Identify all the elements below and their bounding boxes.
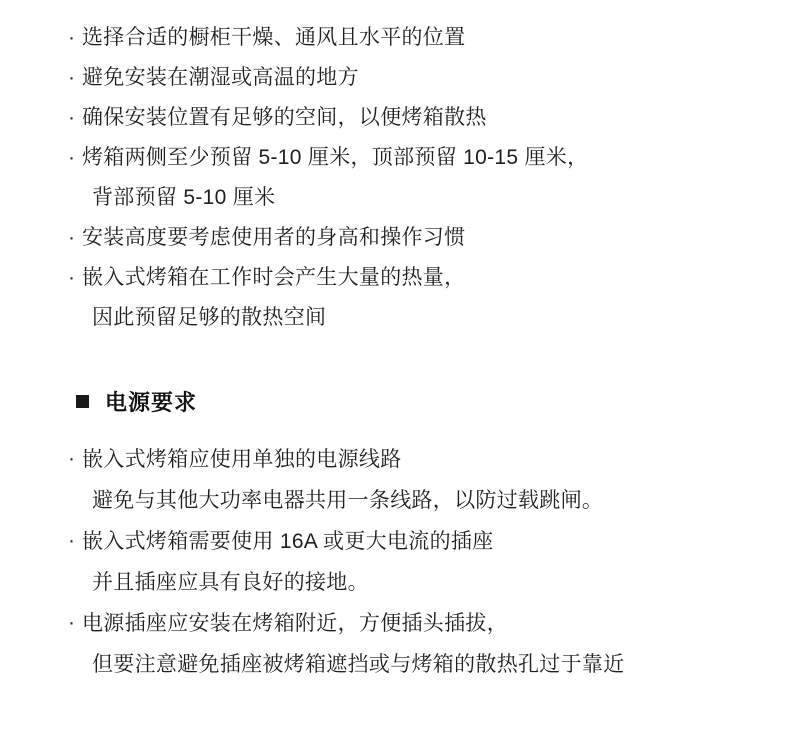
list-item-line2: 但要注意避免插座被烤箱遮挡或与烤箱的散热孔过于靠近 — [92, 653, 625, 676]
list-item-line1: 选择合适的橱柜干燥、通风且水平的位置 — [82, 26, 466, 49]
list-item — [68, 18, 748, 58]
list-item — [68, 98, 748, 138]
list-item-text — [82, 138, 748, 218]
list-item-text — [82, 18, 748, 58]
list-item-text — [82, 603, 748, 685]
list-item-text — [82, 218, 748, 258]
section-heading-power-requirements — [76, 386, 748, 417]
section-heading-text: 电源要求 — [105, 390, 198, 415]
bullet-icon: · — [68, 529, 76, 552]
list-item-line1: 确保安装位置有足够的空间，以便烤箱散热 — [82, 106, 487, 129]
list-item — [68, 521, 748, 603]
list-item-text — [82, 521, 748, 603]
bullet-icon: · — [68, 146, 76, 169]
bullet-icon: · — [68, 226, 76, 249]
list-item-line1: 电源插座应安装在烤箱附近，方便插头插拔， — [82, 612, 508, 635]
list-item — [68, 138, 748, 218]
list-item-text — [82, 258, 748, 338]
list-item-line1: 避免安装在潮湿或高温的地方 — [82, 66, 359, 89]
installation-requirements-list — [68, 18, 748, 338]
list-item-line1: 嵌入式烤箱在工作时会产生大量的热量， — [82, 266, 466, 289]
list-item-text — [82, 58, 748, 98]
list-item-line1: 安装高度要考虑使用者的身高和操作习惯 — [82, 226, 466, 249]
list-item-text — [82, 439, 748, 521]
list-item-line1: 烤箱两侧至少预留 5-10 厘米，顶部预留 10-15 厘米， — [82, 146, 589, 169]
square-marker-icon — [76, 395, 89, 408]
bullet-icon: · — [68, 266, 76, 289]
bullet-icon: · — [68, 26, 76, 49]
list-item — [68, 218, 748, 258]
list-item-line2: 背部预留 5-10 厘米 — [92, 186, 276, 209]
list-item-line1: 嵌入式烤箱需要使用 16A 或更大电流的插座 — [82, 530, 494, 553]
list-item — [68, 58, 748, 98]
bullet-icon: · — [68, 447, 76, 470]
bullet-icon: · — [68, 106, 76, 129]
list-item-line2: 并且插座应具有良好的接地。 — [92, 571, 369, 594]
bullet-icon: · — [68, 66, 76, 89]
bullet-icon: · — [68, 611, 76, 634]
list-item — [68, 603, 748, 685]
list-item-line1: 嵌入式烤箱应使用单独的电源线路 — [82, 448, 402, 471]
list-item-text — [82, 98, 748, 138]
list-item — [68, 439, 748, 521]
power-requirements-list — [68, 439, 748, 685]
list-item-line2: 避免与其他大功率电器共用一条线路，以防过载跳闸。 — [92, 489, 604, 512]
list-item-line2: 因此预留足够的散热空间 — [92, 306, 327, 329]
list-item — [68, 258, 748, 338]
